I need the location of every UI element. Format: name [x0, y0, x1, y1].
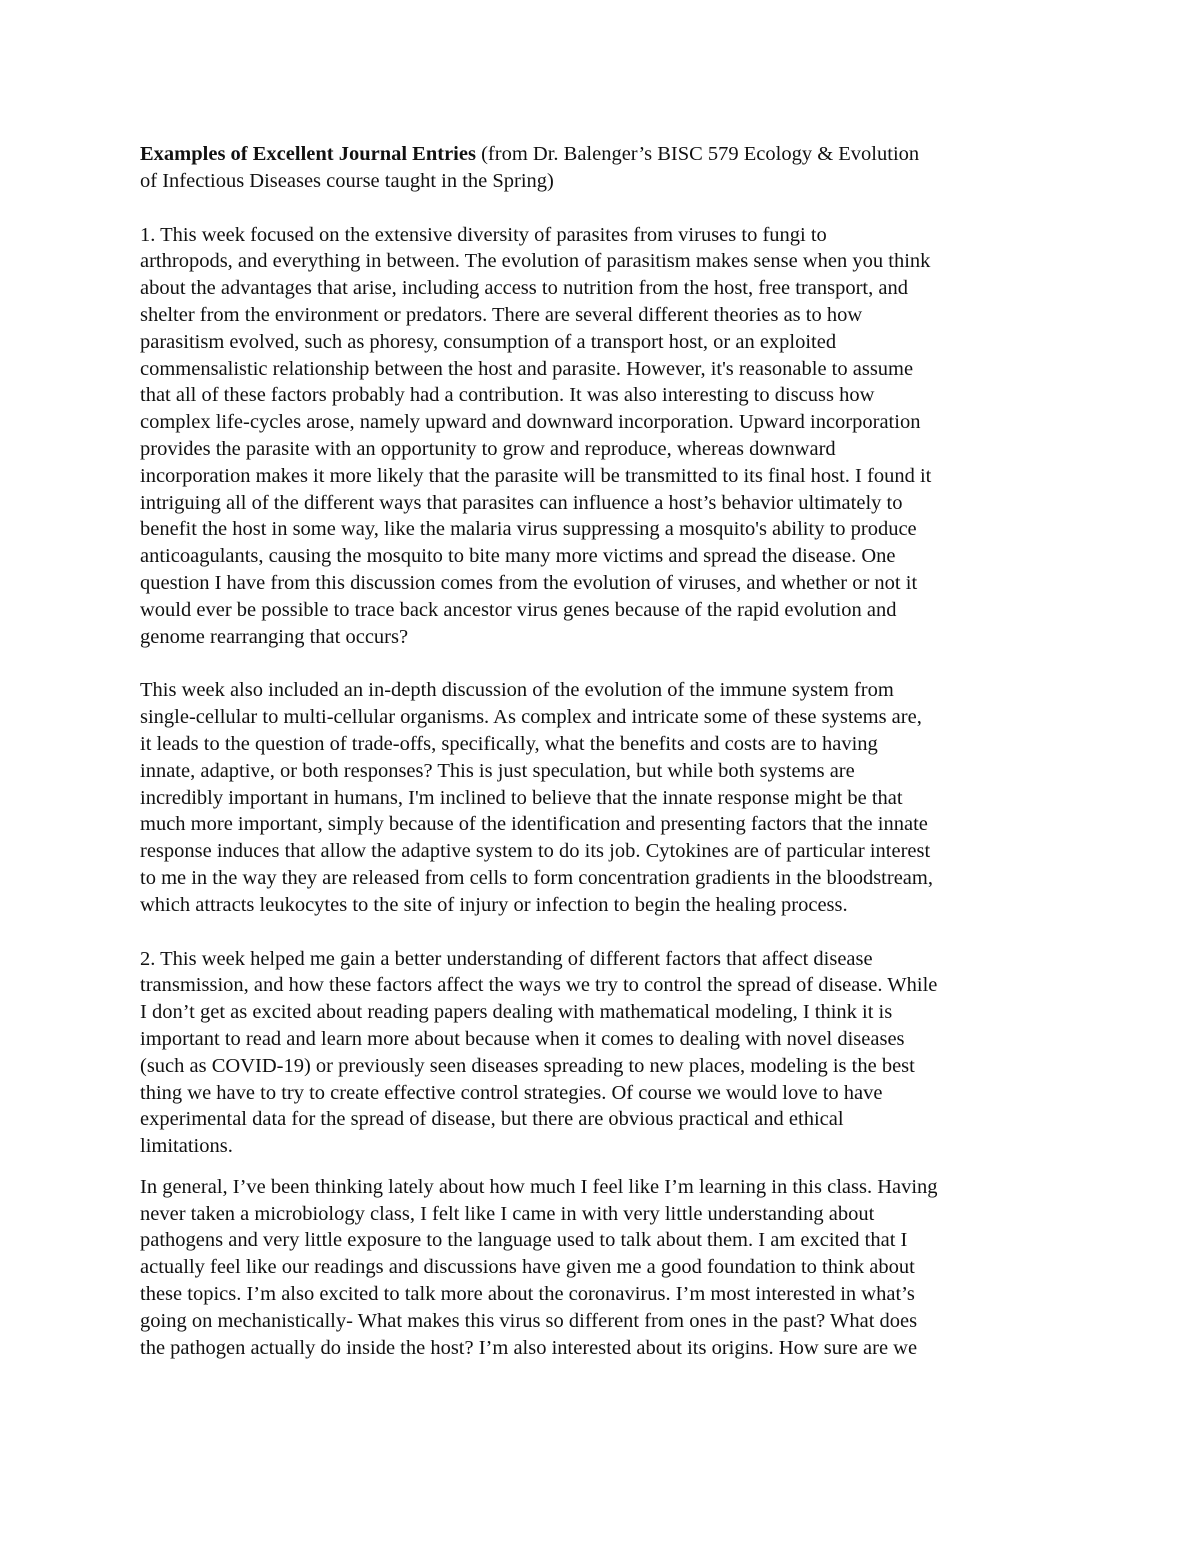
paragraph-line: important to read and learn more about because when it comes to dealing with novel diseases — [140, 1027, 905, 1050]
paragraph-line: that all of these factors probably had a contribution. It was also interesting to discuss how — [140, 384, 875, 407]
paragraph-line: (such as COVID-19) or previously seen diseases spreading to new places, modeling is the best — [140, 1054, 915, 1077]
paragraph-line: question I have from this discussion comes from the evolution of viruses, and whether or not it — [140, 571, 918, 594]
paragraph-line: I don’t get as excited about reading papers dealing with mathematical modeling, I think it is — [140, 1001, 893, 1024]
paragraph-line: complex life-cycles arose, namely upward and downward incorporation. Upward incorporation — [140, 411, 921, 434]
heading-title: Examples of Excellent Journal Entries — [140, 143, 476, 165]
paragraph-line: genome rearranging that occurs? — [140, 625, 409, 648]
paragraph-line: anticoagulants, causing the mosquito to bite many more victims and spread the disease. One — [140, 545, 896, 568]
paragraph-line: This week also included an in-depth discussion of the evolution of the immune system from — [140, 679, 894, 702]
entry-1-paragraph-1 — [140, 222, 1060, 651]
paragraph-line: single-cellular to multi-cellular organisms. As complex and intricate some of these systems are, — [140, 706, 922, 729]
paragraph-line: 2. This week helped me gain a better understanding of different factors that affect disease — [140, 947, 873, 970]
paragraph-line: benefit the host in some way, like the malaria virus suppressing a mosquito's ability to produce — [140, 518, 917, 541]
paragraph-line: to me in the way they are released from cells to form concentration gradients in the bloodstream, — [140, 866, 933, 889]
paragraph-line: incorporation makes it more likely that the parasite will be transmitted to its final host. I found it — [140, 464, 932, 487]
document-page — [140, 141, 1060, 1388]
paragraph-line: provides the parasite with an opportunity to grow and reproduce, whereas downward — [140, 437, 836, 460]
paragraph-line: about the advantages that arise, including access to nutrition from the host, free transport, and — [140, 277, 908, 300]
heading-line-2: of Infectious Diseases course taught in the Spring) — [140, 169, 554, 192]
paragraph-line: going on mechanistically- What makes this virus so different from ones in the past? What does — [140, 1309, 918, 1332]
paragraph-line: commensalistic relationship between the host and parasite. However, it's reasonable to assume — [140, 357, 914, 380]
paragraph-line: limitations. — [140, 1135, 233, 1158]
paragraph-line: the pathogen actually do inside the host? I’m also interested about its origins. How sure are we — [140, 1336, 918, 1359]
entry-1-paragraph-2 — [140, 677, 1060, 918]
paragraph-line: parasitism evolved, such as phoresy, consumption of a transport host, or an exploited — [140, 330, 837, 353]
document-heading — [140, 141, 1060, 195]
paragraph-line: response induces that allow the adaptive system to do its job. Cytokines are of particular interest — [140, 840, 931, 863]
paragraph-line: which attracts leukocytes to the site of injury or infection to begin the healing process. — [140, 893, 848, 916]
heading-subtitle-part1: (from Dr. Balenger’s BISC 579 Ecology & Evolution — [475, 143, 920, 165]
entry-2-paragraph-1 — [140, 946, 1060, 1160]
paragraph-line: 1. This week focused on the extensive diversity of parasites from viruses to fungi to — [140, 223, 827, 246]
paragraph-line: transmission, and how these factors affect the ways we try to control the spread of disease. While — [140, 974, 938, 997]
paragraph-line: pathogens and very little exposure to the language used to talk about them. I am excited that I — [140, 1229, 908, 1252]
entry-2-paragraph-2 — [140, 1174, 1060, 1362]
paragraph-line: innate, adaptive, or both responses? This is just speculation, but while both systems are — [140, 759, 855, 782]
paragraph-line: arthropods, and everything in between. The evolution of parasitism makes sense when you think — [140, 250, 931, 273]
paragraph-line: intriguing all of the different ways that parasites can influence a host’s behavior ultimately to — [140, 491, 903, 514]
paragraph-line: these topics. I’m also excited to talk more about the coronavirus. I’m most interested in what’s — [140, 1283, 915, 1306]
paragraph-line: In general, I’ve been thinking lately about how much I feel like I’m learning in this class. Having — [140, 1175, 938, 1198]
paragraph-line: incredibly important in humans, I'm inclined to believe that the innate response might be that — [140, 786, 903, 809]
paragraph-line: it leads to the question of trade-offs, specifically, what the benefits and costs are to having — [140, 732, 878, 755]
paragraph-line: never taken a microbiology class, I felt like I came in with very little understanding about — [140, 1202, 875, 1225]
paragraph-line: experimental data for the spread of disease, but there are obvious practical and ethical — [140, 1108, 844, 1131]
paragraph-line: shelter from the environment or predators. There are several different theories as to how — [140, 303, 863, 326]
paragraph-line: would ever be possible to trace back ancestor virus genes because of the rapid evolution and — [140, 598, 897, 621]
paragraph-line: actually feel like our readings and discussions have given me a good foundation to think about — [140, 1256, 915, 1279]
paragraph-line: much more important, simply because of the identification and presenting factors that the innate — [140, 813, 928, 836]
paragraph-line: thing we have to try to create effective control strategies. Of course we would love to have — [140, 1081, 883, 1104]
heading-line-1 — [140, 141, 1060, 168]
